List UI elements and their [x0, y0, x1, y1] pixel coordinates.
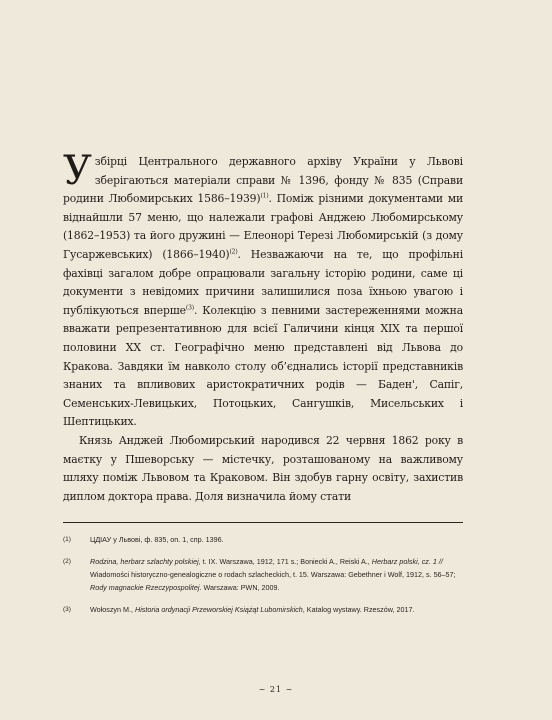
footnote-1 [63, 533, 463, 546]
footnote-text: ЦДІАУ у Львові, ф. 835, оп. 1, спр. 1396. [90, 535, 224, 544]
footnote-ref-1: (1) [260, 192, 269, 200]
footnote-number: (1) [63, 536, 71, 543]
footnote-ref-3: (3) [185, 304, 194, 312]
drop-cap: У [63, 148, 92, 194]
paragraph-1: Узбірці Центрального державного архіву України у Львові зберігаються матеріали справи № 1396, фонду № 835 (Справи родини Любомирських 1586–1939)$^{(1)}$. Поміж різними документами ми віднайшли 57 меню, що належали графові Анджею Любомирському (1862–1953) та його дружині — Елеонорі Терезі Любомирській (з дому Гусаржевських) (1866–1940)$^{(2)}$. Незважаючи на те, що профільні фахівці загалом добре опрацювали загальну історію родини, саме ці документи з невідомих причини залишилися поза їхньою увагою і публікуються вперше$^{(3)}$. Колекцію з певними застереженнями можна вважати репрезентативною для всієї Галичини кінця XIX та першої половини XX ст. Географічно меню представлені від Львова до Кракова. Завдяки їм навколо столу об’єднались історії представників знаних та впливових аристократичних родів — Баден', Сапіг, Семенських-Левицьких, Потоцьких, Сангушків, Мисельських і Шептицьких. [63, 148, 463, 429]
paragraph-2: Князь Анджей Любомирський народився 22 червня 1862 року в маєтку у Пшеворську — містечку, розташованому на важливому шляху поміж Львовом та Краковом. Він здобув гарну освіту, захистив диплом доктора права. Доля визначила йому стати [63, 433, 463, 503]
footnote-text: Rodzina, herbarz szlachty polskiej, t. IX. Warszawa, 1912, 171 s.; Boniecki A., Reiski A., Herbarz polski, cz. 1 // Wiadomości historyczno-genealogiczne o rodach szlacheckich, t. 15. Warszawa: Gebethner i Wolf, 1912, s. 56–57; Rody magnackie Rzeczypospolitej. Warszawa: PWN, 2009. [90, 557, 456, 592]
footnote-text: Wołoszyn M., Historia ordynacji Przeworskiej Książąt Lubomirskich, Katalog wystawy. Rzeszów, 2017. [90, 605, 415, 614]
footnote-number: (2) [63, 558, 71, 565]
page-number: ~ 21 ~ [258, 685, 294, 694]
main-text [63, 148, 463, 506]
footnote-number: (3) [63, 606, 71, 613]
footnote-2 [63, 555, 463, 594]
footnotes [63, 533, 463, 625]
footnote-3 [63, 603, 463, 616]
footnote-ref-2: (2) [229, 248, 238, 256]
footnote-divider [63, 522, 463, 523]
